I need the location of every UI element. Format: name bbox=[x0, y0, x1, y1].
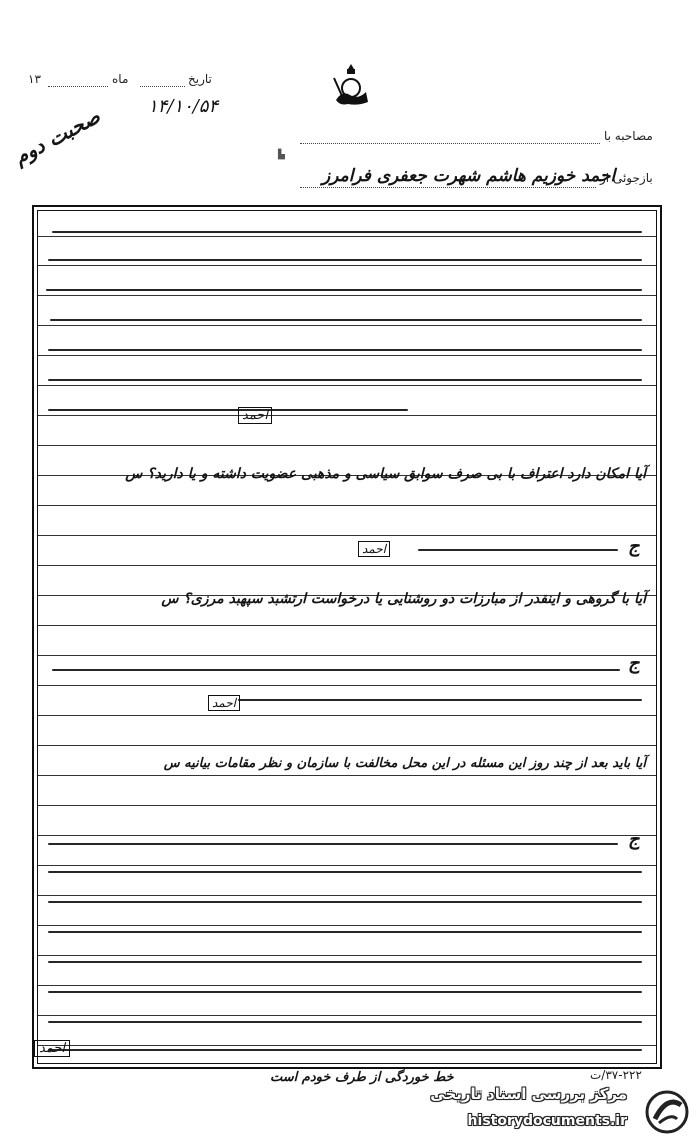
ruled-line bbox=[38, 745, 656, 746]
ruled-line bbox=[38, 925, 656, 926]
handwriting-line bbox=[48, 991, 642, 993]
handwriting-line bbox=[48, 871, 642, 873]
year-field bbox=[28, 72, 41, 86]
question-text bbox=[46, 466, 646, 482]
handwriting-line bbox=[48, 1049, 642, 1051]
question-text bbox=[42, 756, 646, 771]
question-text bbox=[46, 591, 646, 607]
handwriting-line bbox=[48, 379, 642, 381]
handwriting-line bbox=[48, 931, 642, 933]
ruled-line bbox=[38, 565, 656, 566]
handwriting-line bbox=[52, 669, 620, 671]
ruled-line bbox=[38, 415, 656, 416]
month-label: ماه bbox=[112, 72, 129, 86]
handwriting-line bbox=[48, 901, 642, 903]
handwriting-line bbox=[52, 231, 642, 233]
question-1-text: آیا امکان دارد اعتراف با بی صرف سوابق سیاسی و مذهبی عضویت داشته و یا دارید؟ bbox=[147, 466, 646, 482]
document-number: ۳۷-۲۲۲/ت bbox=[590, 1068, 642, 1082]
ruled-line bbox=[38, 355, 656, 356]
handwriting-line bbox=[48, 349, 642, 351]
handwriting-line bbox=[48, 843, 618, 845]
handwriting-line bbox=[418, 549, 618, 551]
ruled-line bbox=[38, 445, 656, 446]
signature-box: احمد bbox=[208, 695, 240, 711]
year-dotline bbox=[48, 86, 108, 87]
question-2-text: آیا با گروهی و اینقدر از مبارزات دو روشنایی یا درخواست ارتشبد سپهبد مرزی؟ bbox=[183, 591, 646, 607]
handwriting-line bbox=[238, 699, 642, 701]
answer-3-marker: ج bbox=[628, 829, 640, 850]
content-frame bbox=[32, 205, 662, 1069]
ruled-line bbox=[38, 505, 656, 506]
ruled-line bbox=[38, 895, 656, 896]
signature-box: احمد bbox=[238, 407, 272, 424]
handwriting-line bbox=[48, 259, 642, 261]
handwriting-line bbox=[46, 289, 642, 291]
watermark-title: مرکز بررسی اسناد تاریخی bbox=[430, 1085, 627, 1103]
ruled-line bbox=[38, 535, 656, 536]
answer-2-marker: ج bbox=[628, 653, 640, 674]
ruled-line bbox=[38, 265, 656, 266]
date-label: تاریخ bbox=[188, 72, 212, 86]
question-1-marker: س bbox=[125, 466, 143, 482]
question-3-text: آیا باید بعد از چند روز این مسئله در این محل مخالفت با سازمان و نظر مقامات بیانیه bbox=[184, 756, 646, 771]
footer-note: خط خوردگی از طرف خودم است bbox=[270, 1070, 454, 1085]
subject-name: احمد خوزیم هاشم شهرت جعفری فرامرز bbox=[322, 166, 616, 186]
ruled-line bbox=[38, 1015, 656, 1016]
ruled-line bbox=[38, 955, 656, 956]
ruled-line bbox=[38, 295, 656, 296]
interrogator-label: بازجوئی از bbox=[600, 171, 653, 185]
interview-dotline bbox=[300, 143, 600, 144]
interview-with-label: مصاحبه با bbox=[604, 129, 653, 143]
ruled-line bbox=[38, 715, 656, 716]
ruled-line bbox=[38, 865, 656, 866]
ruled-line bbox=[38, 685, 656, 686]
content-frame-inner bbox=[37, 210, 657, 1064]
year-suffix: ۱۳ bbox=[28, 72, 41, 86]
ruled-line bbox=[38, 835, 656, 836]
month-dotline bbox=[140, 86, 185, 87]
ruled-line bbox=[38, 325, 656, 326]
ruled-line bbox=[38, 775, 656, 776]
ruled-line bbox=[38, 655, 656, 656]
question-3-marker: س bbox=[163, 756, 180, 771]
signature-box-bottom: احمد bbox=[34, 1040, 70, 1057]
header-stamp: ▙ bbox=[278, 150, 285, 160]
interrogator-dotline bbox=[300, 187, 596, 188]
handwritten-date: ۱۴/۱۰/۵۴ bbox=[148, 96, 219, 117]
handwriting-line bbox=[50, 319, 642, 321]
signature-box: احمد bbox=[358, 541, 390, 557]
answer-1-marker: ج bbox=[628, 536, 640, 557]
margin-note: صحبت دوم bbox=[10, 104, 104, 170]
ruled-line bbox=[38, 1045, 656, 1046]
lion-sun-emblem-icon bbox=[328, 62, 374, 110]
ruled-line bbox=[38, 805, 656, 806]
handwriting-line bbox=[48, 961, 642, 963]
handwriting-line bbox=[48, 1021, 642, 1023]
question-2-marker: س bbox=[161, 591, 179, 607]
handwriting-line bbox=[48, 409, 408, 411]
watermark-logo-icon bbox=[641, 1089, 693, 1135]
ruled-line bbox=[38, 985, 656, 986]
ruled-line bbox=[38, 625, 656, 626]
ruled-line bbox=[38, 385, 656, 386]
watermark bbox=[415, 1083, 697, 1141]
ruled-line bbox=[38, 236, 656, 237]
watermark-url: historydocuments.ir bbox=[467, 1113, 627, 1129]
